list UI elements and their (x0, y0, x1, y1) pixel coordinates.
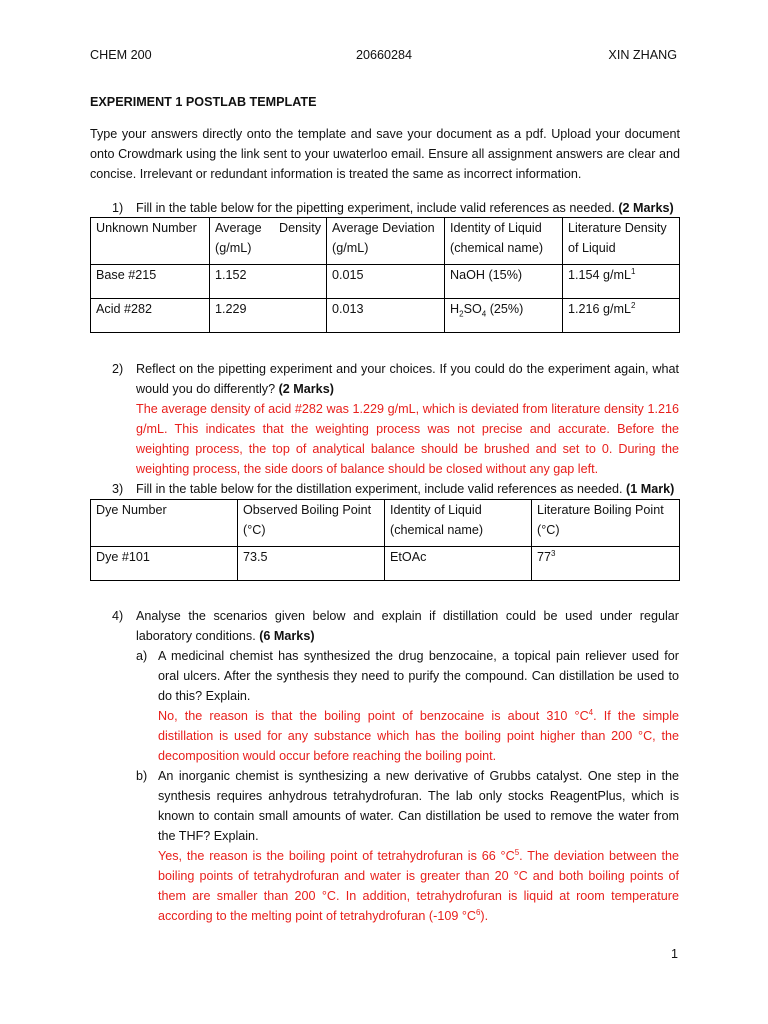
question-marks: (2 Marks) (618, 201, 674, 215)
student-name: XIN ZHANG (608, 48, 677, 62)
student-id: 20660284 (356, 48, 413, 62)
table-cell: $H_2SO_4$ (25%) (445, 299, 563, 333)
question-text: Analyse the scenarios given below and explain if distillation could be used under regular laboratory conditions. (136, 609, 679, 643)
question-2 (112, 359, 679, 479)
question-1 (112, 198, 679, 218)
question-text: Fill in the table below for the pipetting experiment, include valid references as needed. (136, 201, 615, 215)
table-cell: Base #215 (91, 265, 210, 299)
subquestion-letter: b) (136, 769, 148, 783)
question-number: 3) (112, 482, 124, 496)
question-4 (112, 606, 679, 646)
table-row (91, 265, 680, 299)
question-4b (136, 766, 679, 926)
column-header: Literature Density of Liquid (563, 218, 680, 265)
table-row (91, 299, 680, 333)
table-cell: 0.015 (327, 265, 445, 299)
column-header: Identity of Liquid (chemical name) (385, 500, 532, 547)
question-marks: (6 Marks) (259, 629, 315, 643)
page-number: 1 (670, 947, 678, 961)
table-header-row (91, 500, 680, 547)
distillation-table (90, 499, 680, 581)
table-cell: 1.229 (210, 299, 327, 333)
document-title: EXPERIMENT 1 POSTLAB TEMPLATE (90, 95, 317, 109)
column-header: Average Density (g/mL) (210, 218, 327, 265)
column-header: Dye Number (91, 500, 238, 547)
table-cell: Acid #282 (91, 299, 210, 333)
instructions-paragraph: Type your answers directly onto the template and save your document as a pdf. Upload your document onto Crowdmark using the link sent to your uwaterloo email. Ensure all assignment answers are clear and concise. Irrelevant or redundant information is treated the same as incorrect information. (90, 127, 680, 181)
column-header: Identity of Liquid (chemical name) (445, 218, 563, 265)
answer-text: No, the reason is that the boiling point of benzocaine is about 310 $^\circ C^4$. If the simple distillation is used for any substance which has the boiling point higher than 200 °C, the decomposition would occur before reaching the boiling point. (158, 707, 679, 763)
table-cell: EtOAc (385, 547, 532, 581)
question-number: 2) (112, 362, 124, 376)
subquestion-text: A medicinal chemist has synthesized the drug benzocaine, a topical pain reliever used for oral ulcers. After the synthesis they need to purify the compound. Can distillation be used to do this? Explain. (158, 649, 679, 703)
column-header: Average Deviation (g/mL) (327, 218, 445, 265)
table-header-row (91, 218, 680, 265)
subquestion-letter: a) (136, 649, 148, 663)
question-marks: (1 Mark) (626, 482, 675, 496)
table-cell: 0.013 (327, 299, 445, 333)
table-cell: $77^3$ (532, 547, 680, 581)
question-number: 4) (112, 609, 124, 623)
subquestion-text: An inorganic chemist is synthesizing a new derivative of Grubbs catalyst. One step in the synthesis requires anhydrous tetrahydrofuran. The lab only stocks ReagentPlus, which is known to contain small amounts of water. Can distillation be used to remove the water from the THF? Explain. (158, 769, 679, 843)
question-number: 1) (112, 201, 124, 215)
table-row (91, 547, 680, 581)
course-code: CHEM 200 (90, 48, 152, 62)
question-3 (112, 479, 679, 499)
table-cell: 1.152 (210, 265, 327, 299)
question-4a (136, 646, 679, 766)
table-cell: 1.216 $g/mL^2$ (563, 299, 680, 333)
table-cell: 73.5 (238, 547, 385, 581)
answer-text: Yes, the reason is the boiling point of tetrahydrofuran is 66 $^\circ C^5$. The deviation between the boiling points of tetrahydrofuran and water is greater than 20 °C and both boiling points of them are smaller than 200 °C. In addition, tetrahydrofuran is liquid at room temperature according to the melting point of tetrahydrofuran (-109 $^\circ C^6$). (158, 847, 679, 923)
pipetting-table (90, 217, 680, 333)
table-cell: Dye #101 (91, 547, 238, 581)
question-text: Reflect on the pipetting experiment and your choices. If you could do the experiment again, what would you do differently? (136, 362, 679, 396)
table-cell: 1.154 $g/mL^1$ (563, 265, 680, 299)
column-header: Unknown Number (91, 218, 210, 265)
column-header: Literature Boiling Point (°C) (532, 500, 680, 547)
question-text: Fill in the table below for the distillation experiment, include valid references as needed. (136, 482, 623, 496)
page-header (90, 45, 677, 65)
answer-text: The average density of acid #282 was 1.229 g/mL, which is deviated from literature density 1.216 g/mL. This indicates that the weighting process was not precise and accurate. Before the weighting process, the top of analytical balance should be brushed and set to 0. During the weighting process, the side doors of balance should be closed without any gap left. (136, 402, 679, 476)
table-cell: NaOH (15%) (445, 265, 563, 299)
question-marks: (2 Marks) (278, 382, 334, 396)
column-header: Observed Boiling Point (°C) (238, 500, 385, 547)
